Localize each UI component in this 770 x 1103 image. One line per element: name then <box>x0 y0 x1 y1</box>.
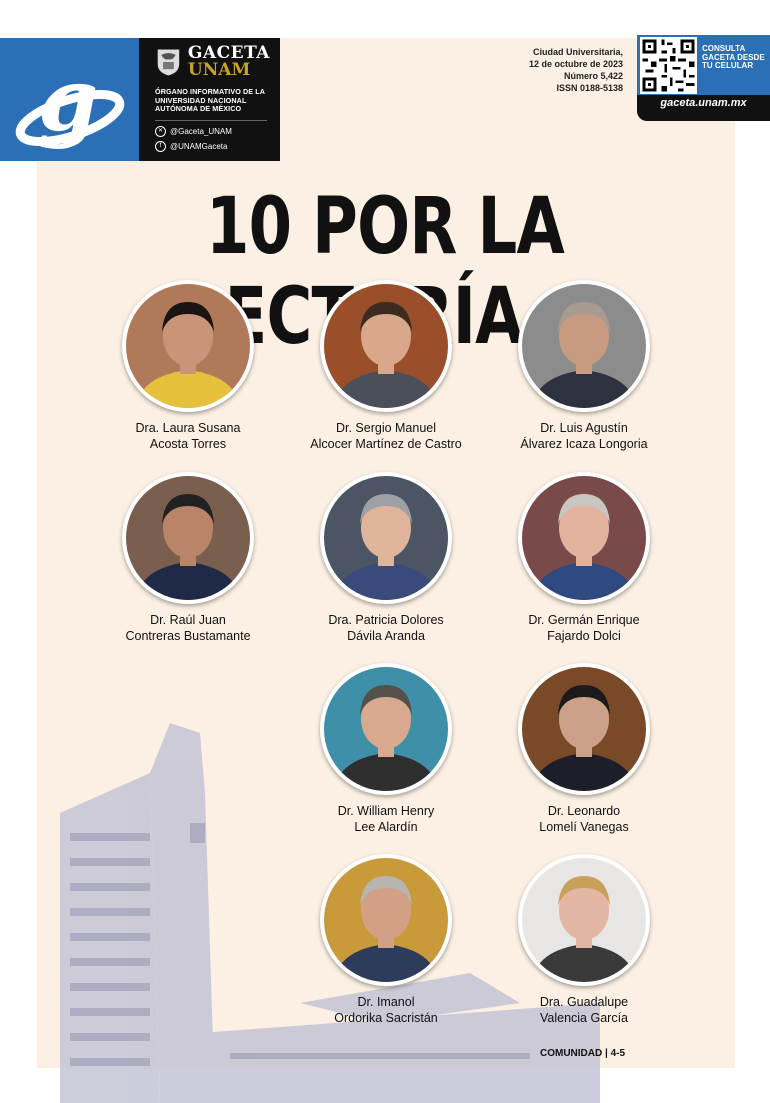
social-x[interactable] <box>155 126 270 137</box>
candidate-photo <box>122 280 254 412</box>
candidate-name-line1: Dr. Luis Agustín <box>540 421 628 435</box>
social-fb-handle: @UNAMGaceta <box>170 141 228 151</box>
issue-info <box>510 46 623 94</box>
candidate-name-line1: Dr. Raúl Juan <box>150 613 226 627</box>
candidate-name-line1: Dra. Laura Susana <box>135 421 241 435</box>
candidate-photo <box>518 472 650 604</box>
unam-seal-icon <box>155 46 182 78</box>
section-reference: COMUNIDAD | 4-5 <box>540 1048 626 1059</box>
candidate-card <box>286 472 486 644</box>
candidate-card <box>88 280 288 452</box>
person-portrait-icon <box>522 667 646 791</box>
candidate-name-line2: Alcocer Martínez de Castro <box>310 437 462 451</box>
candidate-name-line2: Álvarez Icaza Longoria <box>520 437 648 451</box>
brand-unam: UNAM <box>187 60 251 80</box>
gaceta-logo <box>0 38 139 161</box>
svg-text:g: g <box>38 50 99 151</box>
person-portrait-icon <box>522 858 646 982</box>
issue-place: Ciudad Universitaria, <box>532 47 623 57</box>
person-portrait-icon <box>324 858 448 982</box>
issue-issn: ISSN 0188-5138 <box>556 83 623 93</box>
qr-call-to-action: CONSULTA GACETA DESDE TU CELULAR <box>702 44 765 70</box>
candidate-name-line2: Lee Alardín <box>354 820 418 834</box>
candidate-name-line1: Dra. Guadalupe <box>539 995 629 1009</box>
candidate-card <box>286 663 486 835</box>
candidate-card <box>484 280 684 452</box>
headline: 10 POR LA <box>206 182 564 272</box>
person-portrait-icon <box>324 284 448 408</box>
candidate-name-line1: Dr. Sergio Manuel <box>335 421 437 435</box>
candidate-name-line1: Dr. William Henry <box>337 804 435 818</box>
person-portrait-icon <box>126 476 250 600</box>
candidate-name-line1: Dr. Imanol <box>357 995 415 1009</box>
candidate-name-line2: Acosta Torres <box>149 437 227 451</box>
candidate-card <box>484 854 684 1026</box>
person-portrait-icon <box>126 284 250 408</box>
candidate-name-line1: Dr. Germán Enrique <box>528 613 640 627</box>
masthead-divider <box>155 120 267 121</box>
candidate-photo <box>518 663 650 795</box>
candidate-photo <box>518 854 650 986</box>
issue-date: 12 de octubre de 2023 <box>528 59 623 69</box>
x-icon: ✕ <box>155 126 166 137</box>
candidate-name-line2: Dávila Aranda <box>347 629 425 643</box>
qr-card[interactable] <box>637 35 770 121</box>
social-facebook[interactable] <box>155 141 270 152</box>
candidate-name-line2: Ordorika Sacristán <box>334 1011 438 1025</box>
person-portrait-icon <box>324 476 448 600</box>
candidate-name-line2: Contreras Bustamante <box>125 629 251 643</box>
candidate-card <box>286 280 486 452</box>
person-portrait-icon <box>522 476 646 600</box>
candidate-name-line2: Lomelí Vanegas <box>539 820 629 834</box>
candidate-photo <box>320 854 452 986</box>
candidate-name-line2: Fajardo Dolci <box>547 629 621 643</box>
person-portrait-icon <box>324 667 448 791</box>
candidate-photo <box>122 472 254 604</box>
candidate-card <box>286 854 486 1026</box>
person-portrait-icon <box>522 284 646 408</box>
candidate-name-line1: Dra. Patricia Dolores <box>328 613 444 627</box>
brand-gaceta: GACETA <box>187 43 270 63</box>
website-link[interactable]: gaceta.unam.mx <box>660 97 747 109</box>
masthead <box>139 38 280 161</box>
candidate-name-line1: Dr. Leonardo <box>547 804 621 818</box>
candidate-card <box>484 663 684 835</box>
candidate-photo <box>518 280 650 412</box>
social-x-handle: @Gaceta_UNAM <box>170 126 232 136</box>
candidate-photo <box>320 280 452 412</box>
qr-code-icon[interactable] <box>640 37 697 94</box>
candidate-photo <box>320 663 452 795</box>
facebook-icon: f <box>155 141 166 152</box>
masthead-description: ÓRGANO INFORMATIVO DE LA UNIVERSIDAD NACIONAL AUTÓNOMA DE MÉXICO <box>155 87 265 113</box>
candidate-card <box>88 472 288 644</box>
issue-number: Número 5,422 <box>563 71 623 81</box>
candidate-name-line2: Valencia García <box>539 1011 628 1025</box>
candidate-photo <box>320 472 452 604</box>
gaceta-g-logo-icon <box>0 38 139 161</box>
candidate-card <box>484 472 684 644</box>
